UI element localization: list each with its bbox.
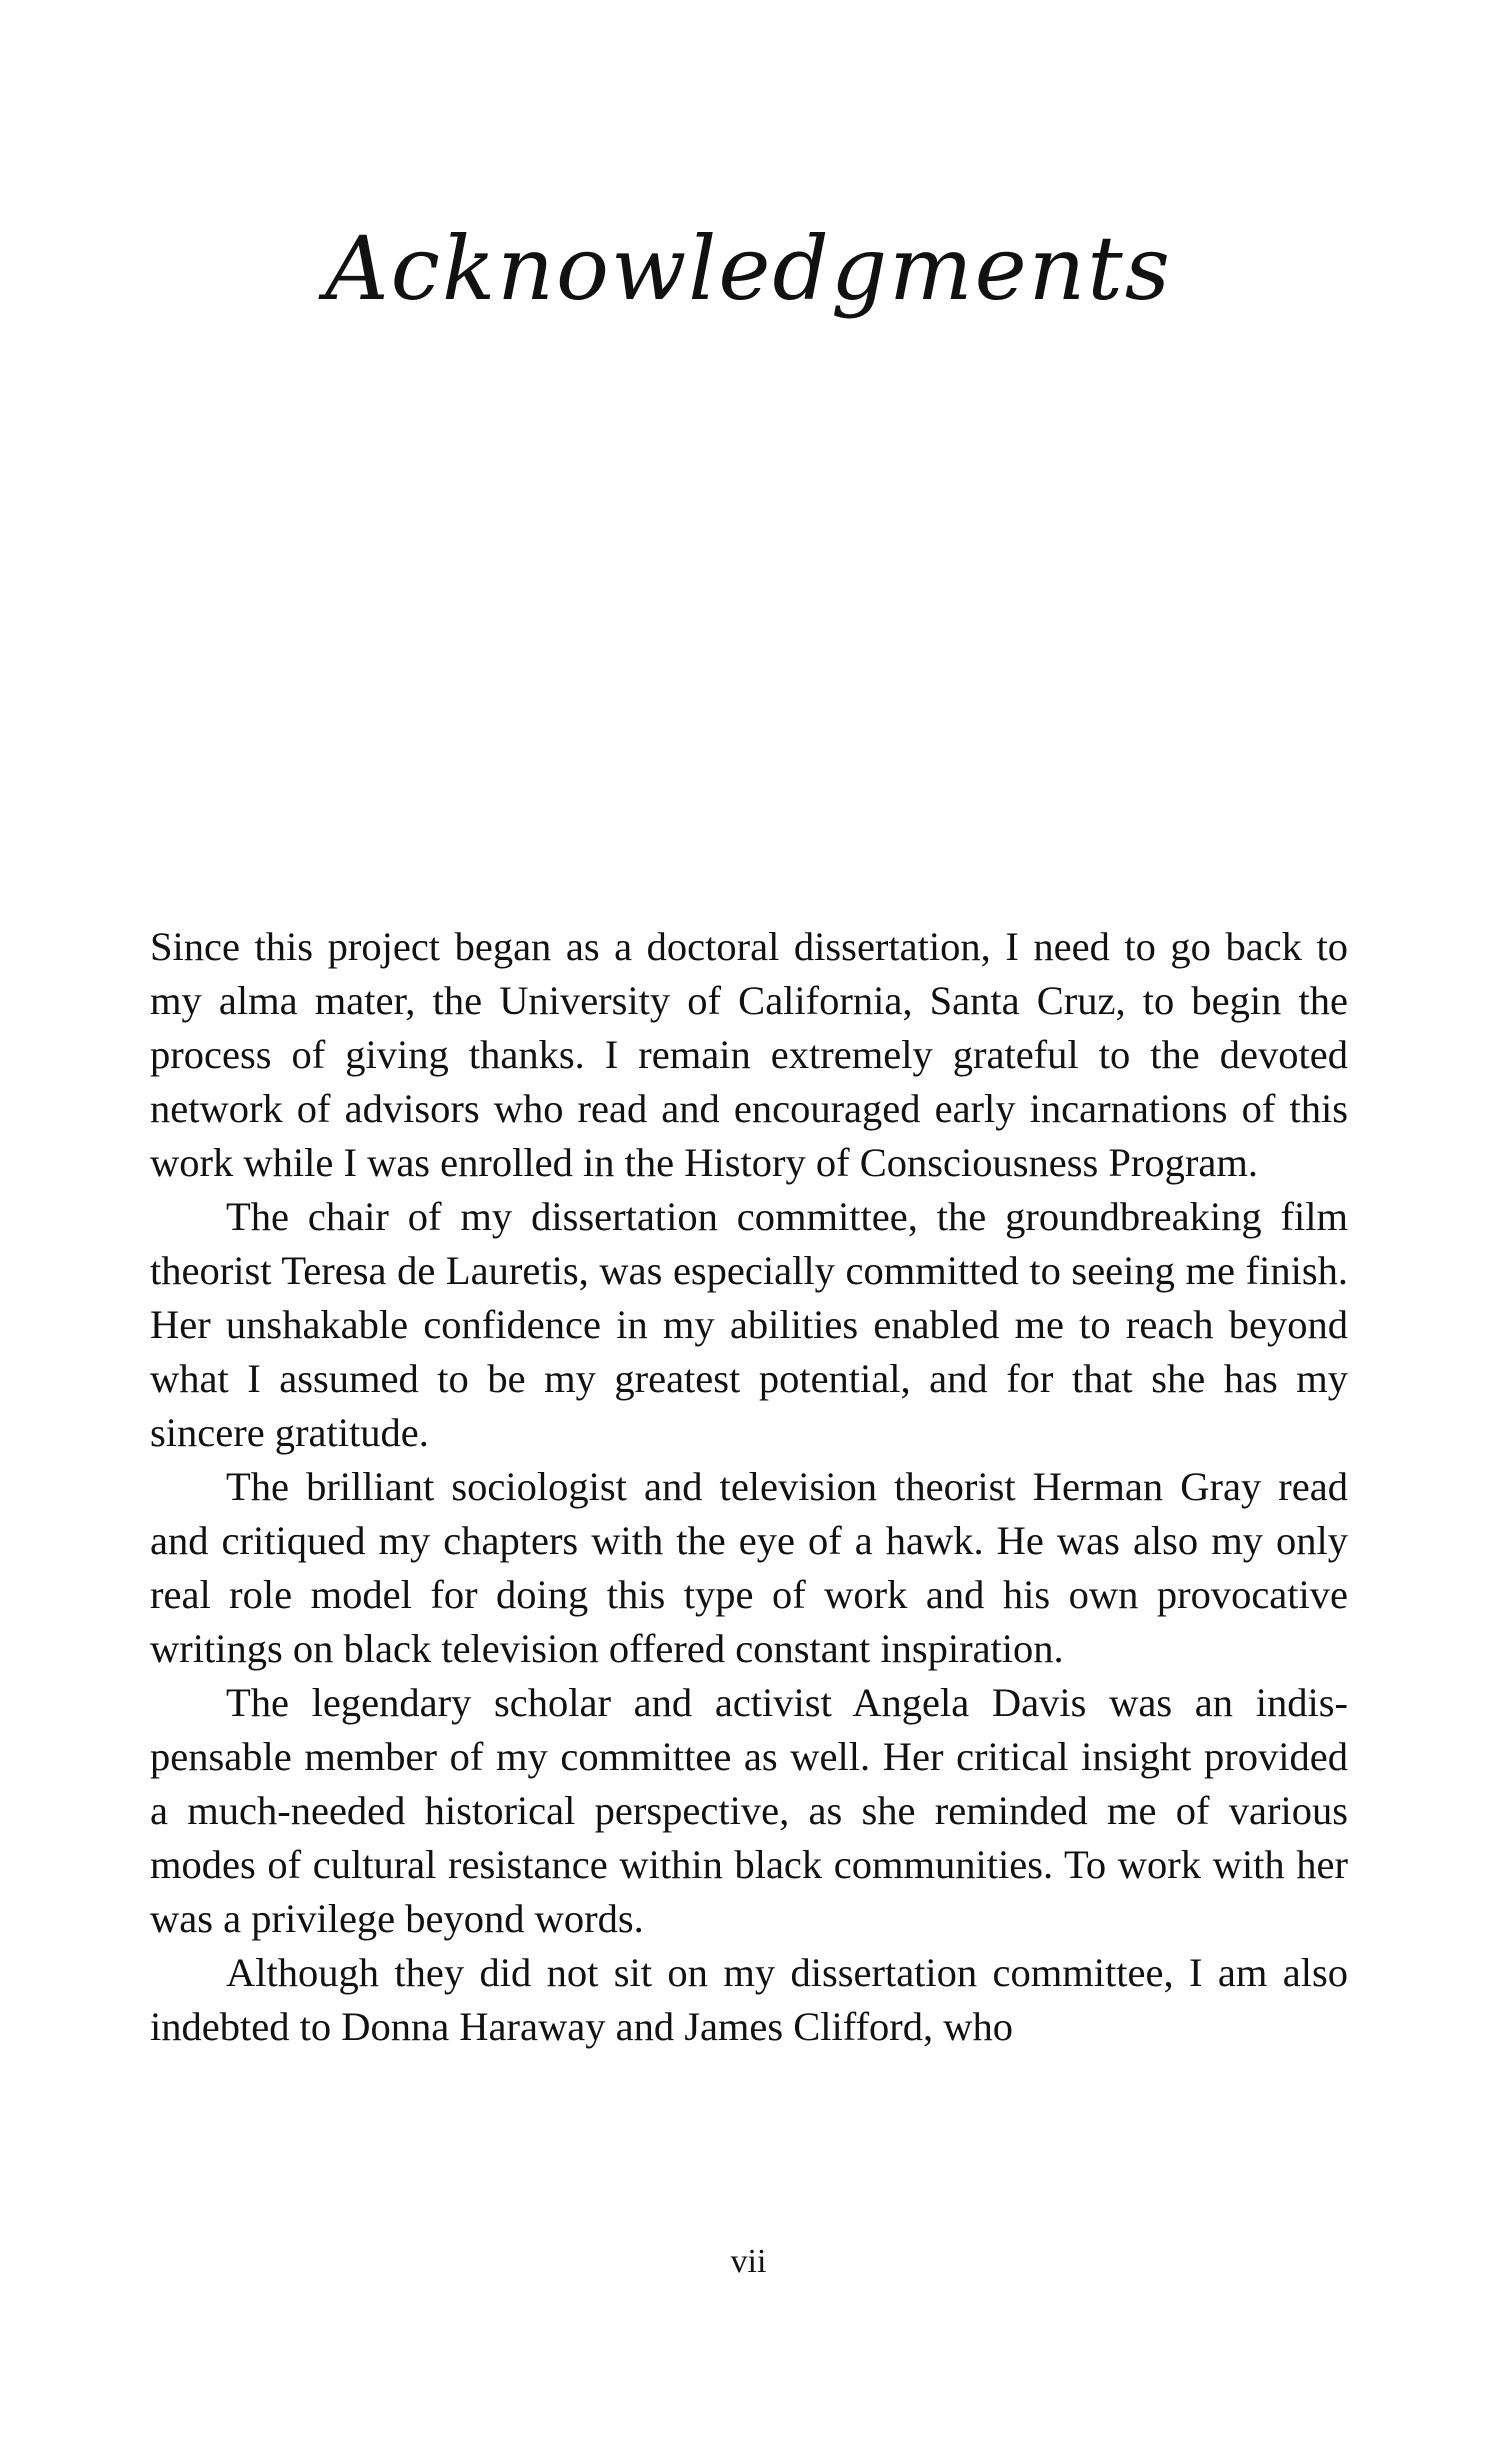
body-text bbox=[150, 920, 1348, 2054]
page-title: Acknowledgments bbox=[325, 217, 1172, 320]
paragraph-1: Since this project began as a doctoral dissertation, I need to go back to my alma mater, the University of California, Santa Cruz, to begin the process of giving thanks. I remain extremely grateful to the devoted network of advisors who read and encouraged early incarnations of this work while I was enrolled in the History of Consciousness Program. bbox=[150, 924, 1348, 1185]
paragraph-2: The chair of my dissertation committee, the groundbreaking film theorist Teresa de Lauretis, was especially committed to seeing me finish. Her unshakable confidence in my abilities enabled me to reach beyond what I assumed to be my greatest potential, and for that she has my sincere gratitude. bbox=[150, 1194, 1348, 1455]
paragraph-3: The brilliant sociologist and television theorist Herman Gray read and critiqued my chapters with the eye of a hawk. He was also my only real role model for doing this type of work and his own provocative writings on black television offered constant inspiration. bbox=[150, 1464, 1348, 1671]
paragraph-4: The legendary scholar and activist Angela Davis was an indispensable member of my committee as well. Her critical insight provided a much-needed historical perspective, as she reminded me of various modes of cultural resistance within black communities. To work with her was a privilege beyond words. bbox=[150, 1680, 1348, 1941]
paragraph-5: Although they did not sit on my dissertation committee, I am also indebted to Donna Haraway and James Clifford, who bbox=[150, 1950, 1348, 2049]
page-number: vii bbox=[730, 2243, 767, 2280]
